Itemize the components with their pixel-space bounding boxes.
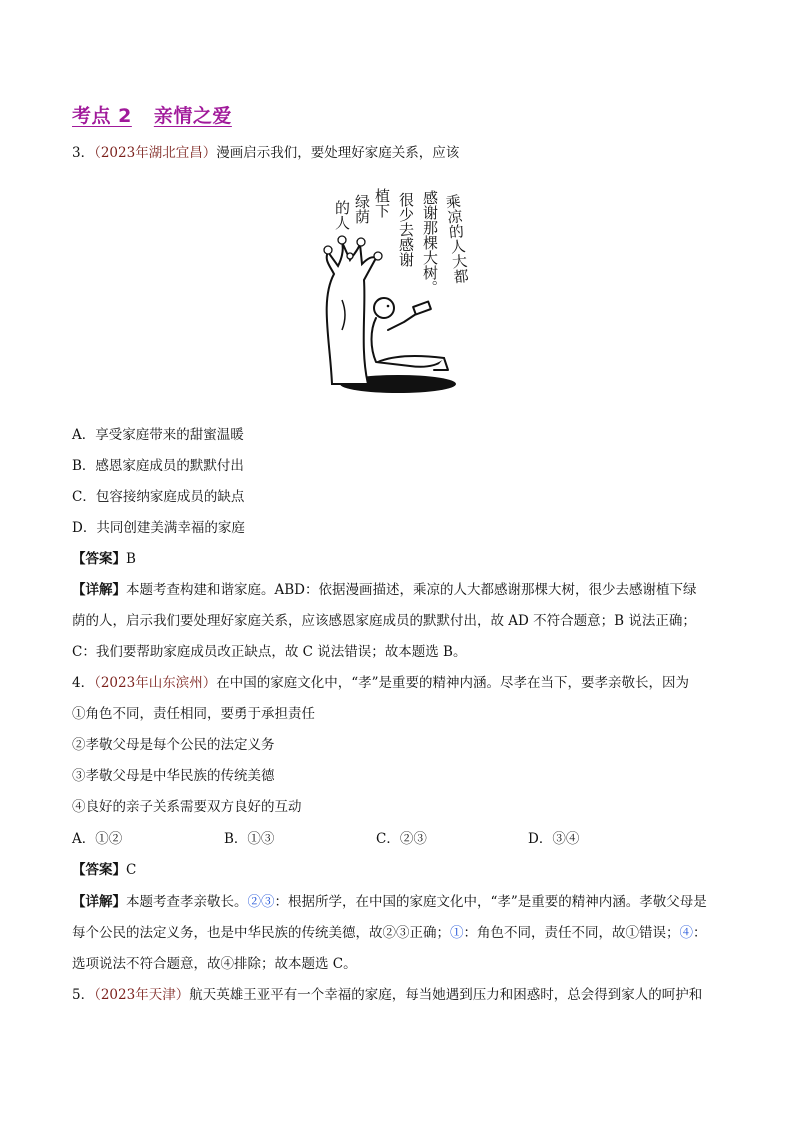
question-source: （2023年湖北宜昌） [94,145,217,161]
question-3-detail-line-1: 【详解】本题考查构建和谐家庭。ABD：依据漫画描述，乘凉的人大都感谢那棵大树，很少去感谢植下绿 [72,582,697,598]
cartoon-text-col-1: 乘凉的人大都 [443,193,471,285]
section-title: 考点 2 亲情之爱 [72,105,232,127]
question-3-detail-line-3: C：我们要帮助家庭成员改正缺点，故 C 说法错误；故本题选 B。 [72,644,467,660]
question-source: （2023年山东滨州） [94,675,217,691]
question-4-item-2: ②孝敬父母是每个公民的法定义务 [72,737,275,753]
question-3-stem: 3．（2023年湖北宜昌）漫画启示我们，要处理好家庭关系，应该 [72,145,460,161]
question-3-option-d: D．共同创建美满幸福的家庭 [72,520,245,536]
question-4-item-1: ①角色不同，责任相同，要勇于承担责任 [72,706,315,722]
cartoon-text-col-3: 很少去感谢 [397,192,415,267]
question-4-option-b: B．①③ [224,831,275,847]
cartoon-text-col-2: 感谢那棵大树。 [421,190,439,295]
question-4-answer: 【答案】C [72,862,137,878]
question-3-option-b: B．感恩家庭成员的默默付出 [72,458,244,474]
question-4-detail-line-1: 【详解】本题考查孝亲敬长。②③：根据所学，在中国的家庭文化中，“孝”是重要的精神内涵。孝敬父母是 [72,894,707,910]
question-4-detail-line-3: 选项说法不符合题意，故④排除；故本题选 C。 [72,956,357,972]
question-4-option-d: D．③④ [528,831,580,847]
question-4-detail-line-2: 每个公民的法定义务，也是中华民族的传统美德，故②③正确；①：角色不同，责任不同，故①错误；④： [72,925,707,941]
question-4-option-a: A．①② [72,831,123,847]
question-source: （2023年天津） [94,987,190,1003]
question-4-options [72,829,728,849]
cartoon-text-col-6: 的人 [333,200,351,230]
cartoon-text-col-4: 植下 [373,188,391,218]
cartoon-text-col-5: 绿荫 [353,194,371,224]
question-4-item-3: ③孝敬父母是中华民族的传统美德 [72,768,275,784]
question-4-option-c: C．②③ [376,831,427,847]
question-3-detail-line-2: 荫的人，启示我们要处理好家庭关系，应该感恩家庭成员的默默付出，故 AD 不符合题意；B 说法正确； [72,613,696,629]
question-5-stem: 5．（2023年天津）航天英雄王亚平有一个幸福的家庭，每当她遇到压力和困惑时，总会得到家人的呵护和 [72,987,703,1003]
question-4-item-4: ④良好的亲子关系需要双方良好的互动 [72,799,302,815]
question-4-stem: 4．（2023年山东滨州）在中国的家庭文化中，“孝”是重要的精神内涵。尽孝在当下，要孝亲敬长，因为 [72,675,690,691]
question-3-option-c: C．包容接纳家庭成员的缺点 [72,489,245,505]
question-3-option-a: A．享受家庭带来的甜蜜温暖 [72,427,244,443]
question-3-answer: 【答案】B [72,551,136,567]
cartoon-illustration [312,180,472,396]
